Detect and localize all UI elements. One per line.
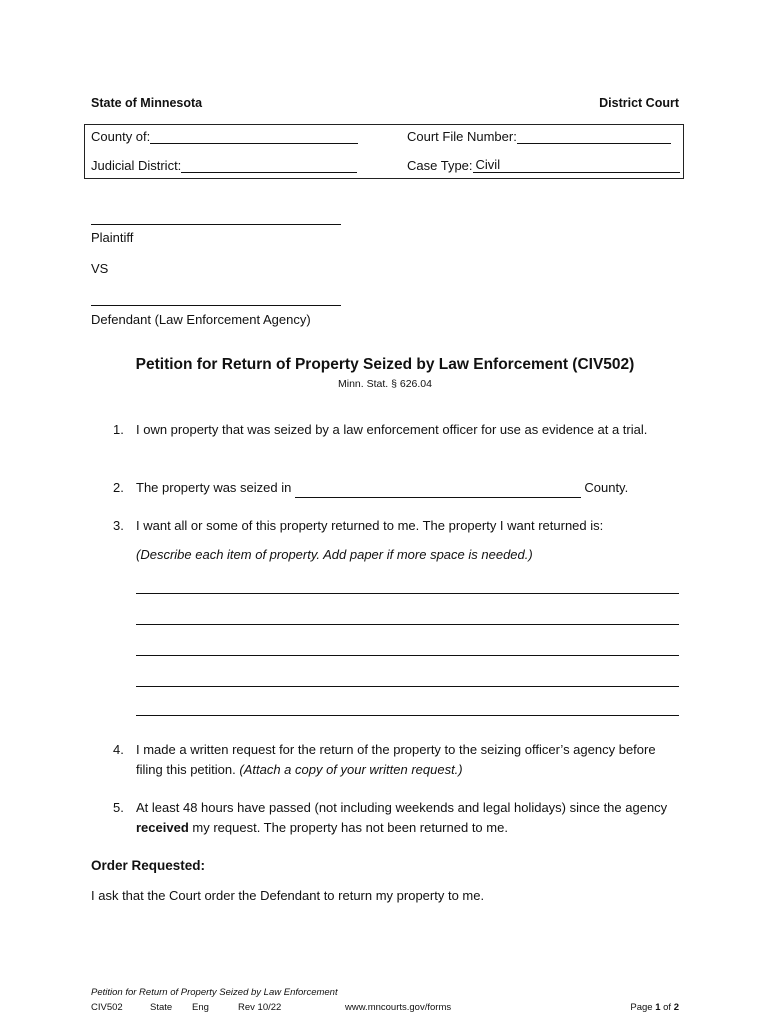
item-bold-word: received — [136, 819, 189, 835]
item-note: (Describe each item of property. Add paper if more space is needed.) — [136, 547, 533, 562]
plaintiff-line[interactable] — [91, 224, 341, 225]
list-item — [113, 798, 673, 837]
file-number-label: Court File Number: — [407, 129, 517, 144]
vs-label: VS — [91, 261, 109, 276]
case-type-label: Case Type: — [407, 158, 473, 173]
item-text: I want all or some of this property returned to me. The property I want returned is: — [136, 518, 604, 533]
file-number-field — [407, 128, 671, 144]
county-input[interactable] — [150, 128, 358, 144]
list-item — [113, 516, 673, 536]
property-line-5[interactable] — [136, 715, 679, 716]
footer-form-code: CIV502 — [91, 1002, 123, 1013]
item-text: I made a written request for the return of the property to the seizing officer’s agency before filing this petition. — [136, 742, 656, 777]
county-label: County of: — [91, 129, 151, 144]
list-item — [113, 420, 673, 440]
footer-scope: State — [150, 1002, 173, 1013]
item-text: At least 48 hours have passed (not including weekends and legal holidays) since the agency — [136, 800, 668, 815]
item-text-end: County. — [584, 480, 629, 495]
footer-language: Eng — [192, 1002, 209, 1013]
page-total: 2 — [673, 1002, 679, 1013]
property-line-2[interactable] — [136, 624, 679, 625]
item-number: 4. — [113, 742, 124, 757]
order-heading: Order Requested: — [91, 858, 206, 873]
page-of: of — [663, 1002, 672, 1013]
page-current: 1 — [655, 1002, 661, 1013]
defendant-line[interactable] — [91, 305, 341, 306]
file-number-input[interactable] — [517, 128, 671, 144]
order-text: I ask that the Court order the Defendant to return my property to me. — [91, 888, 485, 903]
list-item — [113, 740, 673, 779]
property-line-4[interactable] — [136, 686, 679, 687]
district-field — [91, 157, 357, 173]
item-number: 1. — [113, 422, 124, 437]
item-text-end: my request. The property has not been returned to me. — [192, 819, 508, 835]
county-field — [91, 128, 358, 144]
footer-revision: Rev 10/22 — [238, 1002, 282, 1013]
district-label: Judicial District: — [91, 158, 182, 173]
court-label: District Court — [599, 96, 679, 110]
item-text: I own property that was seized by a law enforcement officer for use as evidence at a trial. — [136, 422, 648, 437]
item-note: (Attach a copy of your written request.) — [239, 761, 463, 777]
item-number: 5. — [113, 800, 124, 815]
case-type-input[interactable]: Civil — [473, 157, 680, 173]
footer-page-number — [630, 1002, 679, 1013]
case-type-field — [407, 157, 680, 173]
property-line-3[interactable] — [136, 655, 679, 656]
statute-citation: Minn. Stat. § 626.04 — [338, 378, 432, 390]
property-line-1[interactable] — [136, 593, 679, 594]
item-number: 3. — [113, 518, 124, 533]
form-title: Petition for Return of Property Seized by Law Enforcement (CIV502) — [135, 356, 635, 373]
plaintiff-label: Plaintiff — [91, 230, 134, 245]
item-text: The property was seized in — [136, 480, 292, 495]
district-input[interactable] — [181, 157, 357, 173]
defendant-label: Defendant (Law Enforcement Agency) — [91, 312, 311, 327]
footer-url: www.mncourts.gov/forms — [345, 1002, 452, 1013]
list-item — [113, 478, 673, 498]
county-seized-input[interactable] — [295, 483, 581, 498]
item-number: 2. — [113, 480, 124, 495]
footer-form-title: Petition for Return of Property Seized by Law Enforcement — [91, 987, 338, 998]
page-prefix: Page — [630, 1002, 653, 1013]
state-label: State of Minnesota — [91, 96, 203, 110]
